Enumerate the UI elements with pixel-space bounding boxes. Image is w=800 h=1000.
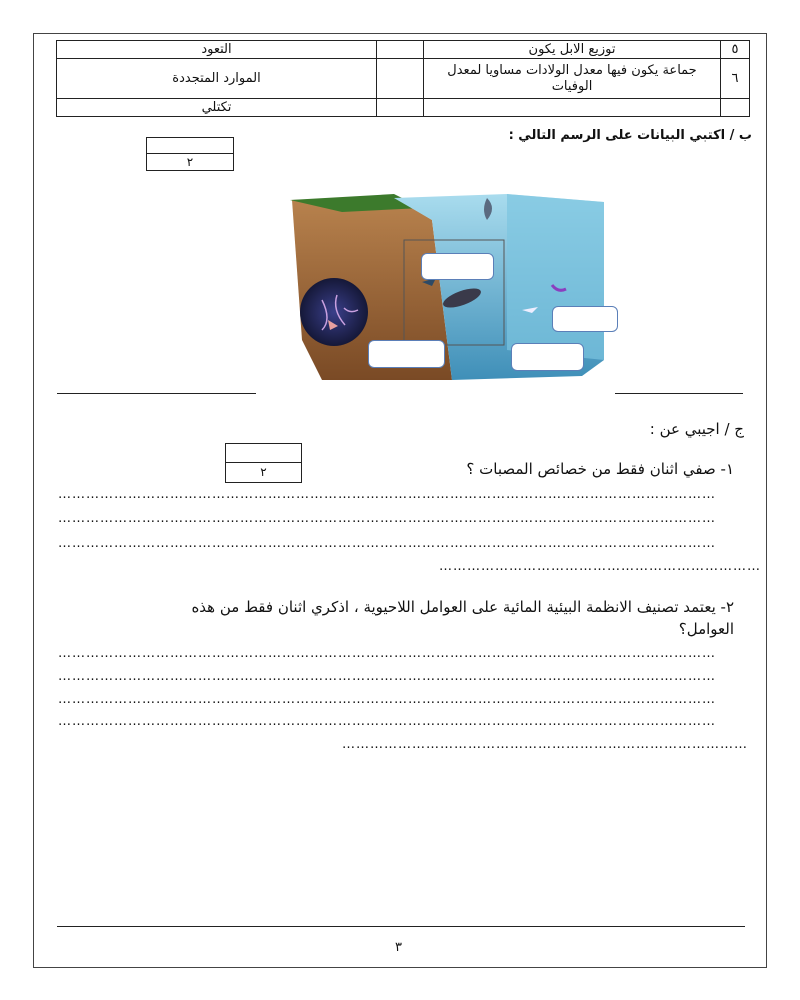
row-term: تكتلي xyxy=(57,99,377,117)
answer-line[interactable]: …………………………………………………………………………………………………………………………… xyxy=(58,511,716,526)
question-2-line-1: ٢- يعتمد تصنيف الانظمة البيئية المائية على العوامل اللاحيوية ، اذكري اثنان فقط من هذه xyxy=(191,598,734,616)
answer-cell[interactable] xyxy=(377,99,424,117)
answer-line[interactable]: …………………………………………………………… xyxy=(439,559,761,574)
score-value: ٢ xyxy=(260,465,267,479)
answer-line[interactable]: …………………………………………………………………………… xyxy=(342,737,748,752)
section-b-title: ب / اكتبي البيانات على الرسم التالي : xyxy=(508,128,752,143)
matching-table xyxy=(56,40,750,117)
footer-line xyxy=(57,926,745,927)
row-number: ٦ xyxy=(721,59,750,99)
row-description xyxy=(424,99,721,117)
diagram-label-input[interactable] xyxy=(552,306,618,332)
row-description: توزيع الابل يكون xyxy=(424,41,721,59)
separator-line xyxy=(615,393,743,394)
answer-line[interactable]: …………………………………………………………………………………………………………………………… xyxy=(58,536,716,551)
table-row xyxy=(57,59,750,99)
answer-cell[interactable] xyxy=(377,59,424,99)
row-term: الموارد المتجددة xyxy=(57,59,377,99)
table-row xyxy=(57,41,750,59)
page-number: ٣ xyxy=(395,940,402,955)
answer-line[interactable]: …………………………………………………………………………………………………………………………… xyxy=(58,669,716,684)
row-number xyxy=(721,99,750,117)
score-box xyxy=(225,443,302,483)
answer-cell[interactable] xyxy=(377,41,424,59)
diagram-label-input[interactable] xyxy=(368,340,445,368)
row-number: ٥ xyxy=(721,41,750,59)
diagram-label-input[interactable] xyxy=(421,253,494,280)
question-2-line-2: العوامل؟ xyxy=(678,620,734,638)
diagram-label-input[interactable] xyxy=(511,343,584,371)
answer-line[interactable]: …………………………………………………………………………………………………………………………… xyxy=(58,487,716,502)
score-value: ٢ xyxy=(186,155,194,169)
score-box xyxy=(146,137,234,171)
separator-line xyxy=(57,393,256,394)
row-term: التعود xyxy=(57,41,377,59)
answer-line[interactable]: …………………………………………………………………………………………………………………………… xyxy=(58,646,716,661)
question-1: ١- صفي اثنان فقط من خصائص المصبات ؟ xyxy=(466,460,734,478)
table-row xyxy=(57,99,750,117)
answer-line[interactable]: …………………………………………………………………………………………………………………………… xyxy=(58,692,716,707)
section-c-title: ج / اجيبي عن : xyxy=(649,420,744,438)
answer-line[interactable]: …………………………………………………………………………………………………………………………… xyxy=(58,714,716,729)
row-description: جماعة يكون فيها معدل الولادات مساويا لمعدل الوفيات xyxy=(424,59,721,99)
